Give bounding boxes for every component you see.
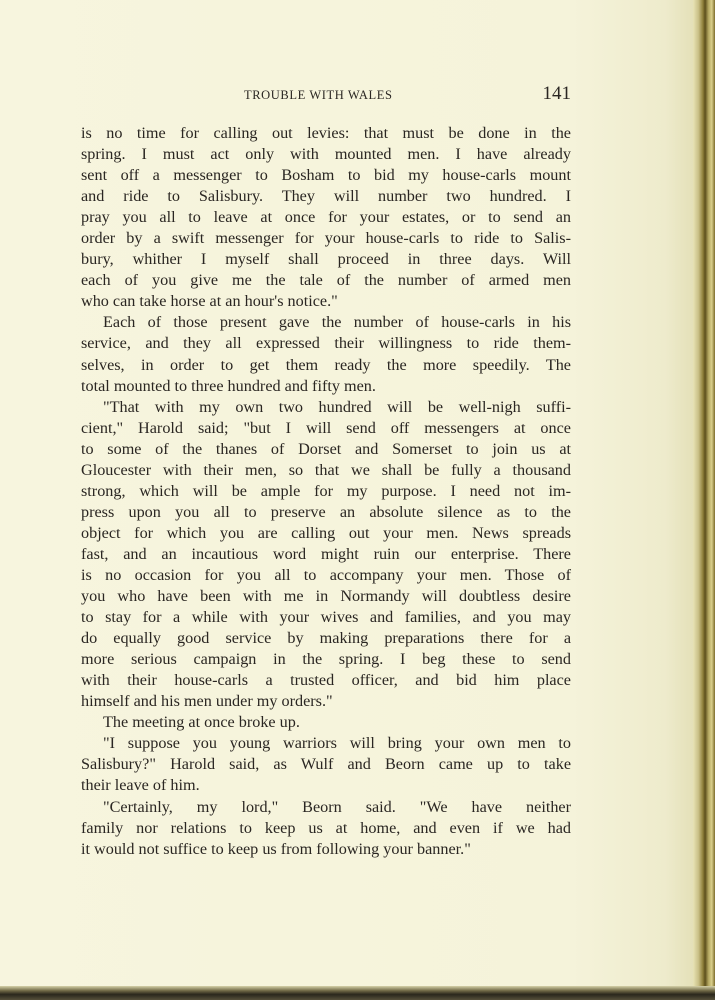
text-line: Gloucester with their men, so that we shall be fully a thousand (81, 460, 571, 479)
text-line: to stay for a while with your wives and families, and you may (81, 608, 571, 627)
text-line: service, and they all expressed their willingness to ride them- (81, 334, 571, 353)
text-line: press upon you all to preserve an absolute silence as to the (81, 502, 571, 521)
text-line: himself and his men under my orders." (81, 692, 333, 711)
book-bottom-edge (0, 986, 715, 1000)
text-line: and ride to Salisbury. They will number two hundred. I (81, 187, 571, 206)
text-line: family nor relations to keep us at home, and even if we had (81, 818, 571, 837)
text-line: fast, and an incautious word might ruin our enterprise. There (81, 544, 571, 563)
text-line: their leave of him. (81, 776, 200, 795)
text-line: each of you give me the tale of the number of armed men (81, 271, 571, 290)
text-line: "I suppose you young warriors will bring your own men to (103, 734, 571, 753)
text-line: sent off a messenger to Bosham to bid my house-carls mount (81, 166, 571, 185)
text-line: you who have been with me in Normandy will doubtless desire (81, 587, 571, 606)
text-line: The meeting at once broke up. (103, 713, 300, 732)
text-line: is no time for calling out levies: that must be done in the (81, 124, 571, 142)
text-line: object for which you are calling out your men. News spreads (81, 523, 571, 542)
text-line: to some of the thanes of Dorset and Somerset to join us at (81, 439, 571, 458)
text-line: Each of those present gave the number of house-carls in his (103, 313, 571, 332)
text-line: Salisbury?" Harold said, as Wulf and Beorn came up to take (81, 755, 571, 774)
text-line: "Certainly, my lord," Beorn said. "We have neither (103, 797, 571, 816)
running-head (81, 83, 571, 108)
text-line: bury, whither I myself shall proceed in three days. Will (81, 250, 571, 269)
text-line: selves, in order to get them ready the more speedily. The (81, 355, 571, 374)
text-line: order by a swift messenger for your house-carls to ride to Salis- (81, 229, 571, 248)
text-line: who can take horse at an hour's notice." (81, 292, 338, 311)
book-spine-edge (693, 0, 715, 1000)
text-line: total mounted to three hundred and fifty men. (81, 376, 376, 395)
text-line: cient," Harold said; "but I will send off messengers at once (81, 418, 571, 437)
text-line: more serious campaign in the spring. I beg these to send (81, 650, 571, 669)
text-line: strong, which will be ample for my purpose. I need not im- (81, 481, 571, 500)
text-line: is no occasion for you all to accompany your men. Those of (81, 565, 571, 584)
text-line: spring. I must act only with mounted men. I have already (81, 145, 571, 164)
text-line: do equally good service by making preparations there for a (81, 629, 571, 648)
text-line: it would not suffice to keep us from following your banner." (81, 839, 471, 858)
running-title: TROUBLE WITH WALES (244, 88, 393, 102)
text-line: with their house-carls a trusted officer, and bid him place (81, 671, 571, 690)
page-number: 141 (542, 83, 571, 104)
text-line: pray you all to leave at once for your estates, or to send an (81, 208, 571, 227)
text-line: "That with my own two hundred will be well-nigh suffi- (103, 397, 571, 416)
body-text (81, 123, 571, 860)
